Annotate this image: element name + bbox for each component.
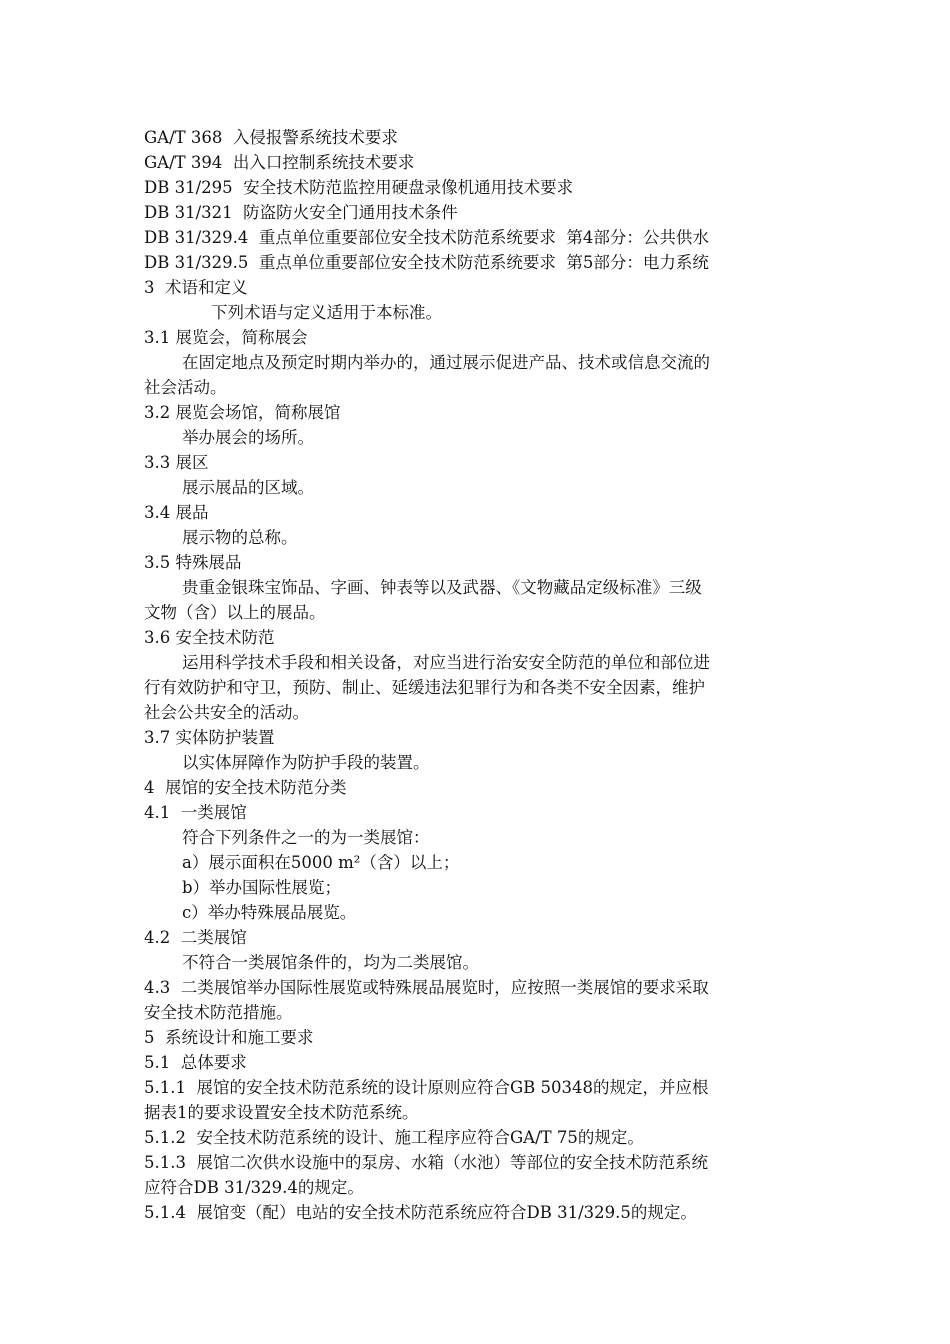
- text-line: DB 31/329.5 重点单位重要部位安全技术防范系统要求 第5部分：电力系统: [144, 253, 709, 272]
- text-line: 5.1.1 展馆的安全技术防范系统的设计原则应符合GB 50348的规定，并应根: [144, 1078, 709, 1097]
- text-line: 贵重金银珠宝饰品、字画、钟表等以及武器、《文物藏品定级标准》三级: [182, 578, 702, 597]
- text-line: a）展示面积在5000 m²（含）以上；: [182, 853, 460, 872]
- text-line: 据表1的要求设置安全技术防范系统。: [144, 1103, 419, 1122]
- text-line: DB 31/321 防盗防火安全门通用技术条件: [144, 203, 458, 222]
- text-line: 行有效防护和守卫，预防、制止、延缓违法犯罪行为和各类不安全因素，维护: [144, 678, 705, 697]
- text-line: 不符合一类展馆条件的，均为二类展馆。: [182, 953, 479, 972]
- text-line: 文物（含）以上的展品。: [144, 603, 326, 622]
- document-body: [144, 125, 814, 1225]
- text-line: 4 展馆的安全技术防范分类: [144, 778, 347, 797]
- text-line: 下列术语与定义适用于本标准。: [211, 303, 442, 322]
- text-line: 5.1 总体要求: [144, 1053, 247, 1072]
- text-line: b）举办国际性展览；: [182, 878, 342, 897]
- text-line: DB 31/295 安全技术防范监控用硬盘录像机通用技术要求: [144, 178, 574, 197]
- text-line: 3.5 特殊展品: [144, 553, 242, 572]
- text-line: 社会公共安全的活动。: [144, 703, 309, 722]
- text-line: 5 系统设计和施工要求: [144, 1028, 314, 1047]
- text-line: 举办展会的场所。: [182, 428, 314, 447]
- text-line: 符合下列条件之一的为一类展馆：: [182, 828, 430, 847]
- text-line: 展示物的总称。: [182, 528, 298, 547]
- text-line: 4.1 一类展馆: [144, 803, 247, 822]
- text-line: c）举办特殊展品展览。: [182, 903, 357, 922]
- text-line: GA/T 368 入侵报警系统技术要求: [144, 128, 398, 147]
- text-line: 5.1.3 展馆二次供水设施中的泵房、水箱（水池）等部位的安全技术防范系统: [144, 1153, 708, 1172]
- text-line: GA/T 394 出入口控制系统技术要求: [144, 153, 415, 172]
- text-line: 3.6 安全技术防范: [144, 628, 275, 647]
- text-line: 3.2 展览会场馆，简称展馆: [144, 403, 341, 422]
- text-line: 3.3 展区: [144, 453, 209, 472]
- text-line: 展示展品的区域。: [182, 478, 314, 497]
- text-line: 以实体屏障作为防护手段的装置。: [182, 753, 430, 772]
- text-line: 3.1 展览会，简称展会: [144, 328, 308, 347]
- text-line: 安全技术防范措施。: [144, 1003, 293, 1022]
- text-line: 5.1.2 安全技术防范系统的设计、施工程序应符合GA/T 75的规定。: [144, 1128, 644, 1147]
- text-line: 应符合DB 31/329.4的规定。: [144, 1178, 364, 1197]
- text-line: 4.2 二类展馆: [144, 928, 247, 947]
- text-line: 3 术语和定义: [144, 278, 248, 297]
- text-line: 在固定地点及预定时期内举办的，通过展示促进产品、技术或信息交流的: [182, 353, 710, 372]
- text-line: 社会活动。: [144, 378, 227, 397]
- text-line: 3.4 展品: [144, 503, 209, 522]
- text-line: 4.3 二类展馆举办国际性展览或特殊展品展览时，应按照一类展馆的要求采取: [144, 978, 709, 997]
- text-line: 3.7 实体防护装置: [144, 728, 275, 747]
- text-line: 5.1.4 展馆变（配）电站的安全技术防范系统应符合DB 31/329.5的规定。: [144, 1203, 697, 1222]
- text-line: DB 31/329.4 重点单位重要部位安全技术防范系统要求 第4部分：公共供水: [144, 228, 709, 247]
- text-line: 运用科学技术手段和相关设备，对应当进行治安安全防范的单位和部位进: [182, 653, 710, 672]
